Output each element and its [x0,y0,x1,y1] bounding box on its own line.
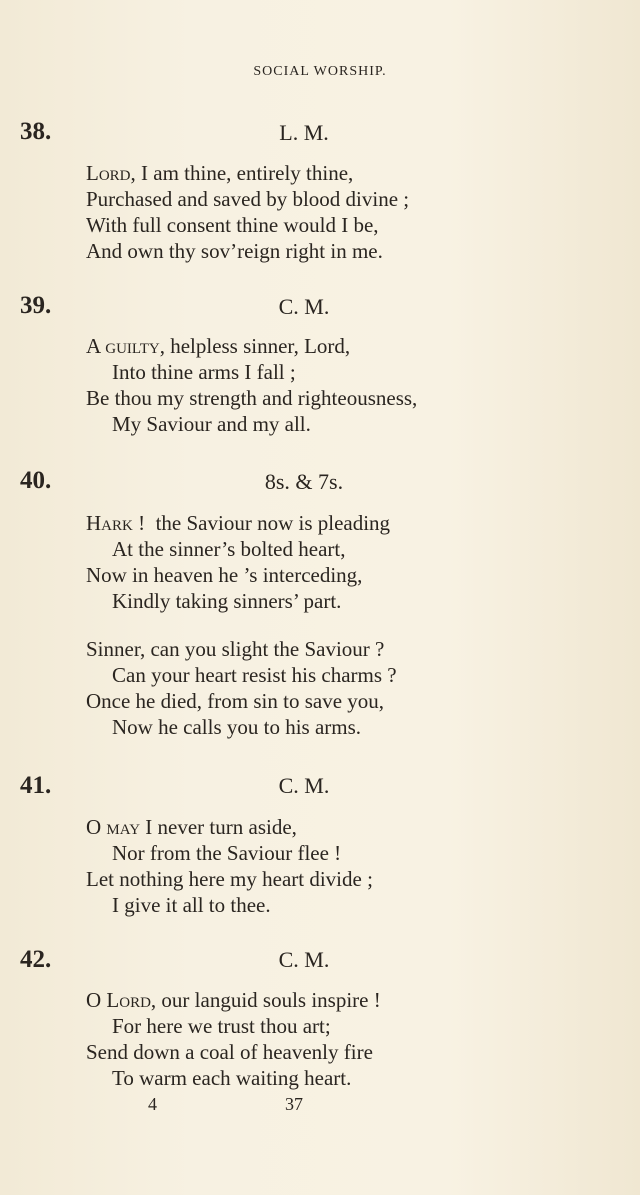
hymn-line: And own thy sov’reign right in me. [86,239,383,263]
hymn-meter: 8s. & 7s. [264,469,344,494]
hymn-line [86,511,390,536]
hymn-line: Sinner, can you slight the Saviour ? [86,637,385,661]
signature-mark: 4 [148,1094,157,1114]
hymn-meter: L. M. [279,120,329,145]
hymn-number: 39. [20,292,52,319]
hymn-line: Let nothing here my heart divide ; [86,867,373,891]
hymn-line: At the sinner’s bolted heart, [112,537,346,561]
hymn-line: For here we trust thou art; [112,1014,331,1038]
hymn-line: Into thine arms I fall ; [112,360,296,384]
hymn-line: Can your heart resist his charms ? [112,663,397,687]
hymn-number: 41. [20,772,52,799]
line-lead: Lord, [86,161,136,185]
hymn-line [86,988,381,1013]
line-lead: Lord, [106,988,157,1012]
line-text: our languid souls inspire ! [156,988,381,1012]
line-text: helpless sinner, Lord, [164,334,351,358]
hymn-number: 40. [20,467,52,494]
hymn-line: To warm each waiting heart. [112,1066,352,1090]
line-lead: O may [86,815,141,839]
hymn-line [86,161,353,186]
hymn-line: Once he died, from sin to save you, [86,689,385,713]
hymn-line: Send down a coal of heavenly fire [86,1040,373,1064]
hymn-line: Now he calls you to his arms. [112,715,362,739]
hymn-number: 38. [20,118,52,145]
hymn-number: 42. [20,946,52,973]
running-head: SOCIAL WORSHIP. [253,64,387,79]
hymn-line: I give it all to thee. [112,893,271,917]
hymn-meter: C. M. [278,947,330,972]
line-text: I never turn aside, [140,815,297,839]
line-lead: Hark ! [86,511,146,535]
hymn-line: Purchased and saved by blood divine ; [86,187,410,211]
line-lead: A guilty, [86,334,165,358]
line-text: the Saviour now is pleading [145,511,391,535]
hymn-line [86,815,297,840]
hymn-line: My Saviour and my all. [112,412,311,436]
hymn-line [86,334,350,359]
hymn-meter: C. M. [278,773,330,798]
hymn-line: Kindly taking sinners’ part. [112,589,342,613]
line-text: O [86,988,107,1012]
line-text: I am thine, entirely thine, [135,161,354,185]
page-number: 37 [285,1094,303,1114]
hymn-line: Be thou my strength and righteousness, [86,386,418,410]
hymn-line: Now in heaven he ’s interceding, [86,563,363,587]
hymn-line: With full consent thine would I be, [86,213,379,237]
hymn-meter: C. M. [278,294,330,319]
hymn-line: Nor from the Saviour flee ! [112,841,342,865]
